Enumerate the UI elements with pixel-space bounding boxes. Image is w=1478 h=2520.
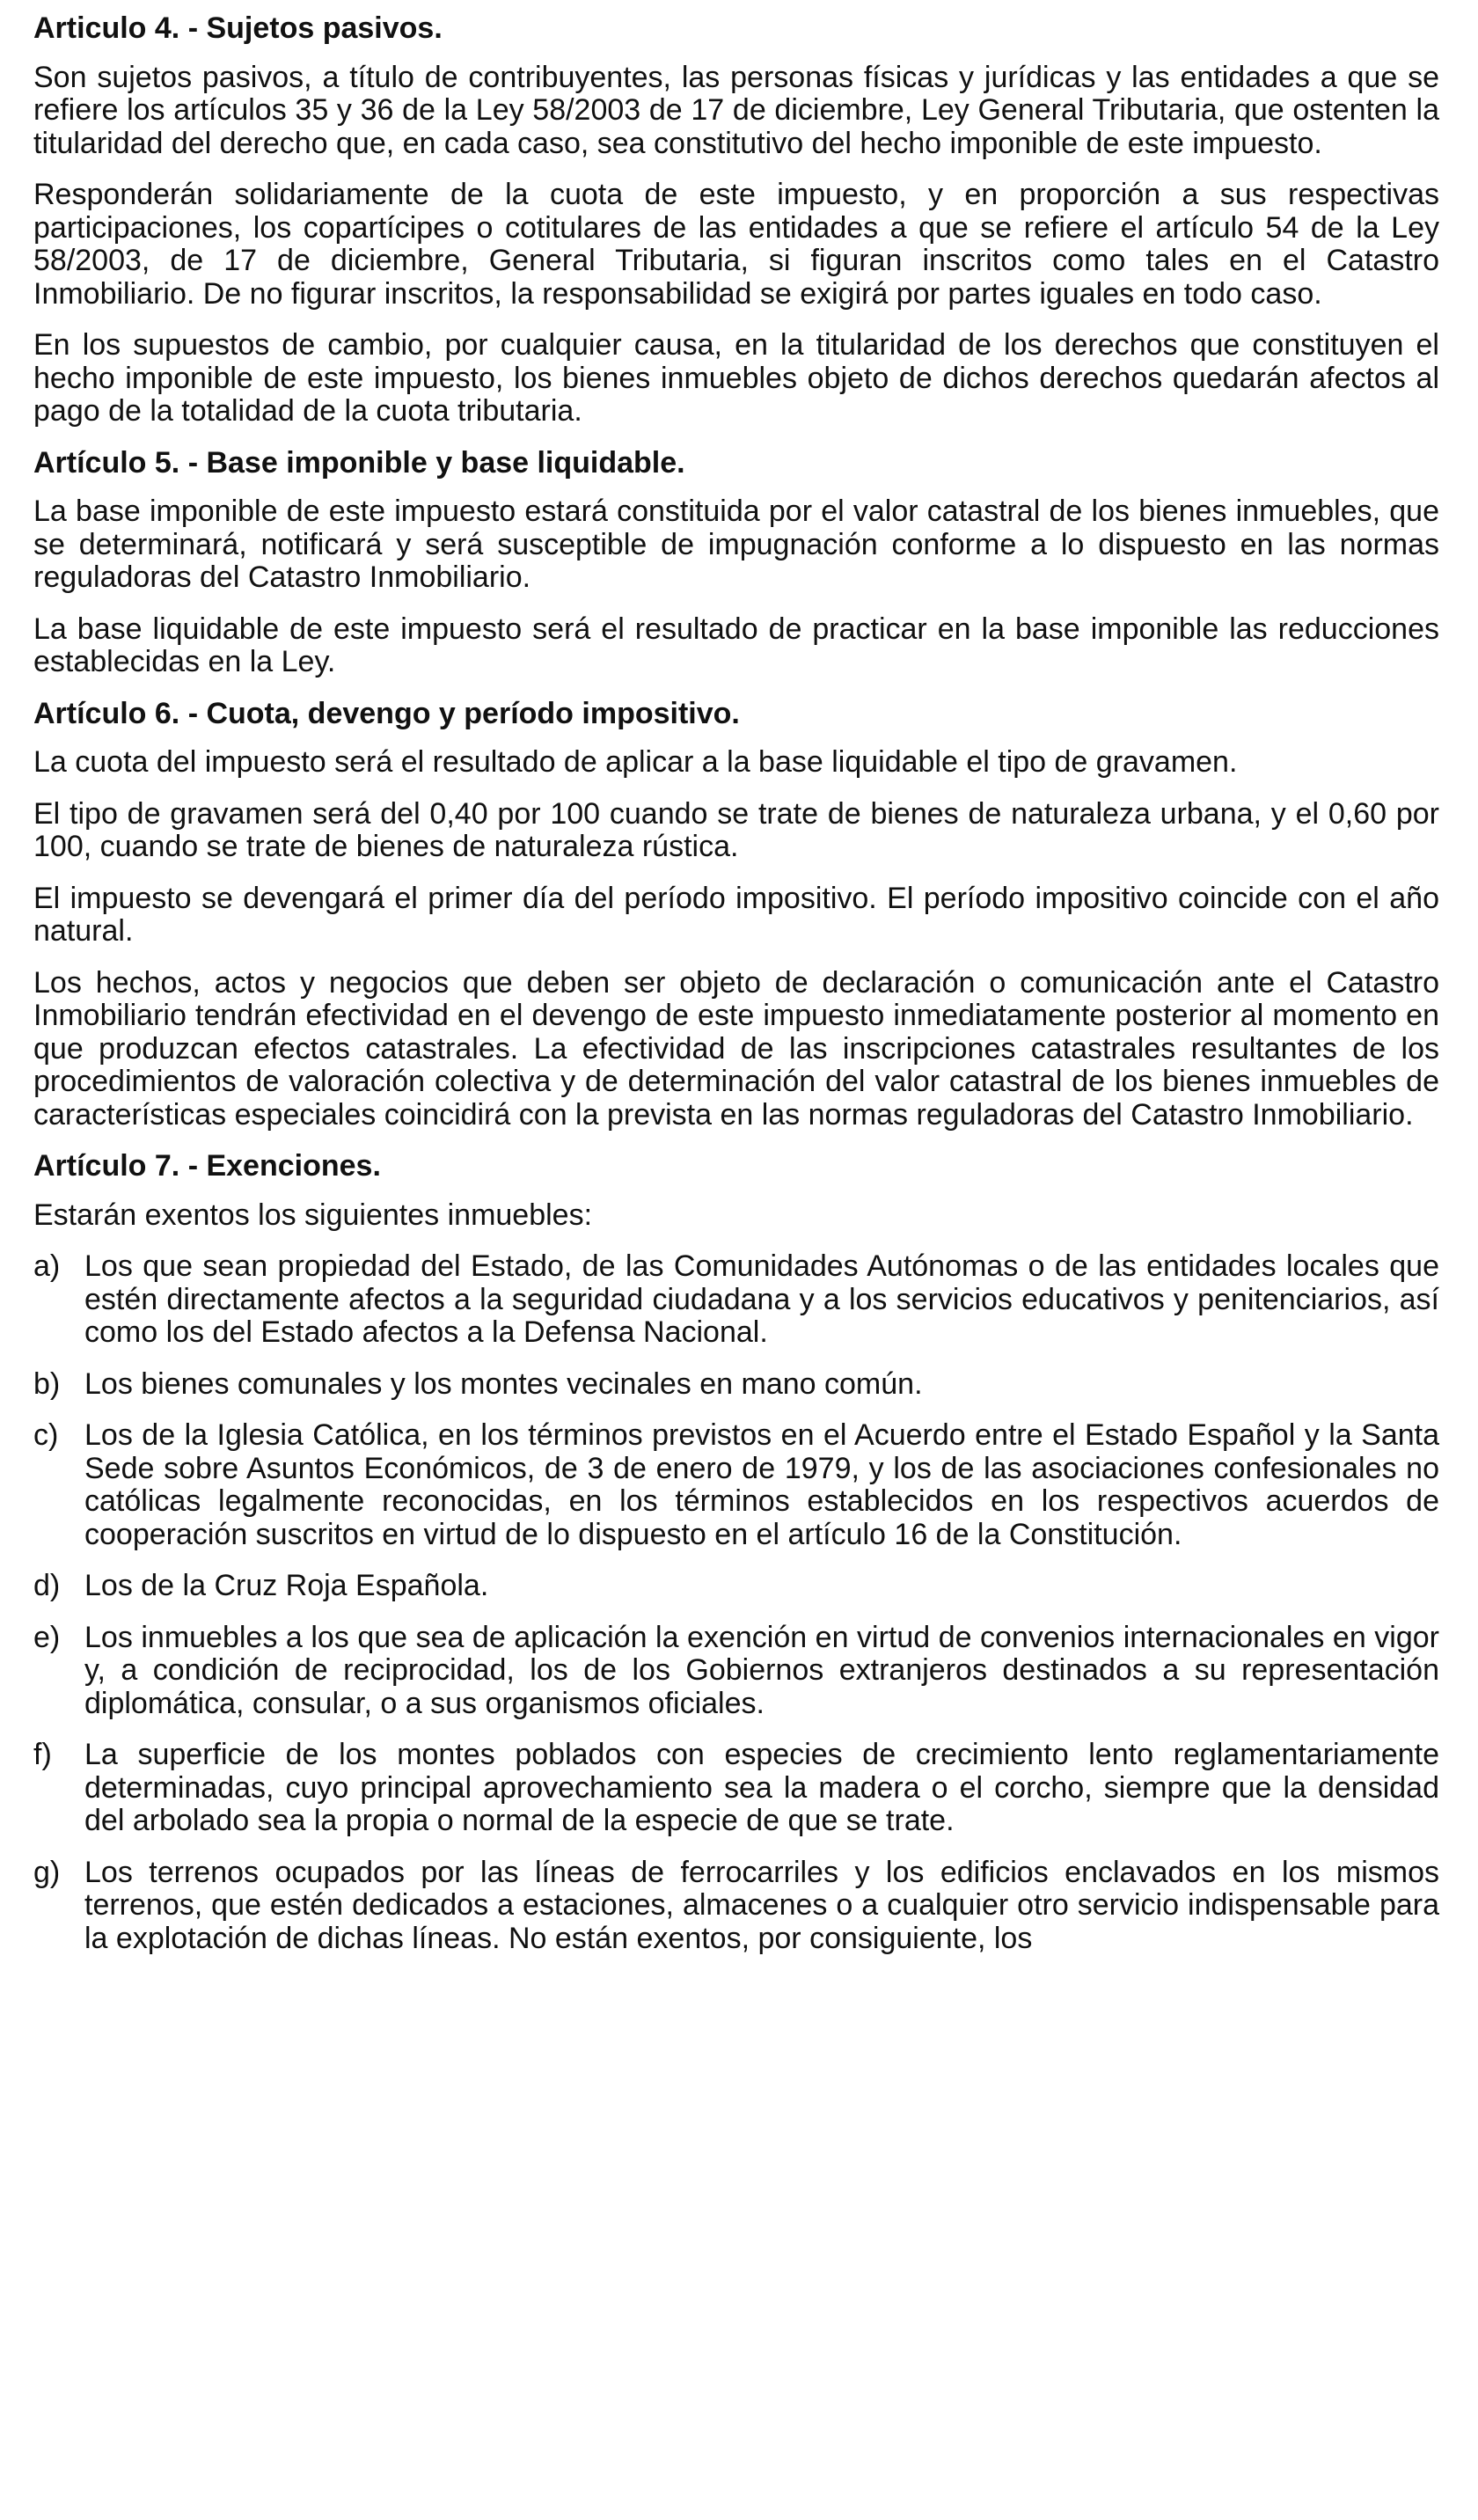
list-item [33,1250,1439,1350]
list-item-letter: d) [33,1569,61,1602]
article-4-heading: Articulo 4. - Sujetos pasivos. [33,11,443,45]
article-4-paragraph-1: Son sujetos pasivos, a título de contribuyentes, las personas físicas y jurídicas y las entidades a que se refiere los artículos 35 y 36 de la Ley 58/2003 de 17 de diciembre, Ley General Tributaria, que ostenten la titularidad del derecho que, en cada caso, sea constitutivo del hecho imponible de este impuesto. [33,60,1439,160]
article-4-paragraph-2: Responderán solidariamente de la cuota de este impuesto, y en proporción a sus respectivas participaciones, los copartícipes o cotitulares de las entidades a que se refiere el artículo 54 de la Ley 58/2003, de 17 de diciembre, General Tributaria, si figuran inscritos como tales en el Catastro Inmobiliario. De no figurar inscritos, la responsabilidad se exigirá por partes iguales en todo caso. [33,178,1439,311]
list-item-text: Los de la Cruz Roja Española. [84,1569,489,1602]
article-6-paragraph-3: El impuesto se devengará el primer día del período impositivo. El período impositivo coincide con el año natural. [33,881,1439,948]
article-7-intro: Estarán exentos los siguientes inmuebles: [33,1198,593,1232]
list-item [33,1570,1439,1603]
list-item-letter: e) [33,1620,61,1654]
list-item-text: Los terrenos ocupados por las líneas de ferrocarriles y los edificios enclavados en los mismos terrenos, que estén dedicados a estaciones, almacenes o a cualquier otro servicio indispensable para la explotación de dichas líneas. No están exentos, por consiguiente, los [84,1855,1439,1955]
list-item-letter: a) [33,1249,61,1283]
article-7-heading: Artículo 7. - Exenciones. [33,1149,381,1183]
list-item-text: Los que sean propiedad del Estado, de las Comunidades Autónomas o de las entidades locales que estén directamente afectos a la seguridad ciudadana y a los servicios educativos y penitenciarios, así como los del Estado afectos a la Defensa Nacional. [84,1249,1439,1349]
list-item-letter: c) [33,1418,59,1452]
article-5-heading: Artículo 5. - Base imponible y base liquidable. [33,445,685,480]
list-item-letter: b) [33,1366,61,1401]
exemptions-list [33,1250,1439,1955]
list-item [33,1368,1439,1402]
list-item-text: Los bienes comunales y los montes vecinales en mano común. [84,1366,923,1401]
article-6-heading: Artículo 6. - Cuota, devengo y período impositivo. [33,696,740,730]
article-5-paragraph-1: La base imponible de este impuesto estará constituida por el valor catastral de los bienes inmuebles, que se determinará, notificará y será susceptible de impugnación conforme a lo dispuesto en las normas reguladoras del Catastro Inmobiliario. [33,494,1439,594]
article-5-paragraph-2: La base liquidable de este impuesto será el resultado de practicar en la base imponible las reducciones establecidas en la Ley. [33,612,1439,678]
list-item-letter: g) [33,1855,61,1889]
list-item-text: Los de la Iglesia Católica, en los términos previstos en el Acuerdo entre el Estado Español y la Santa Sede sobre Asuntos Económicos, de 3 de enero de 1979, y los de las asociaciones confesionales no católicas legalmente reconocidas, en los términos establecidos en los respectivos acuerdos de cooperación suscritos en virtud de lo dispuesto en el artículo 16 de la Constitución. [84,1418,1439,1551]
article-4-paragraph-3: En los supuestos de cambio, por cualquier causa, en la titularidad de los derechos que constituyen el hecho imponible de este impuesto, los bienes inmuebles objeto de dichos derechos quedarán afectos al pago de la totalidad de la cuota tributaria. [33,328,1439,428]
list-item-letter: f) [33,1738,52,1771]
article-6-paragraph-4: Los hechos, actos y negocios que deben ser objeto de declaración o comunicación ante el Catastro Inmobiliario tendrán efectividad en el devengo de este impuesto inmediatamente posterior al momento en que produzcan efectos catastrales. La efectividad de las inscripciones catastrales resultantes de los procedimientos de valoración colectiva y de determinación del valor catastral de los bienes inmuebles de características especiales coincidirá con la prevista en las normas reguladoras del Catastro Inmobiliario. [33,965,1439,1132]
list-item [33,1419,1439,1551]
list-item-text: Los inmuebles a los que sea de aplicación la exención en virtud de convenios internacionales en vigor y, a condición de reciprocidad, los de los Gobiernos extranjeros destinados a su representación diplomática, consular, o a sus organismos oficiales. [84,1620,1439,1720]
article-6-paragraph-1: La cuota del impuesto será el resultado de aplicar a la base liquidable el tipo de gravamen. [33,745,1238,779]
list-item-text: La superficie de los montes poblados con especies de crecimiento lento reglamentariamente determinadas, cuyo principal aprovechamiento sea la madera o el corcho, siempre que la densidad del arbolado sea la propia o normal de la especie de que se trate. [84,1738,1439,1837]
article-6-paragraph-2: El tipo de gravamen será del 0,40 por 100 cuando se trate de bienes de naturaleza urbana, y el 0,60 por 100, cuando se trate de bienes de naturaleza rústica. [33,796,1439,863]
list-item [33,1739,1439,1838]
list-item [33,1622,1439,1721]
list-item [33,1857,1439,1956]
